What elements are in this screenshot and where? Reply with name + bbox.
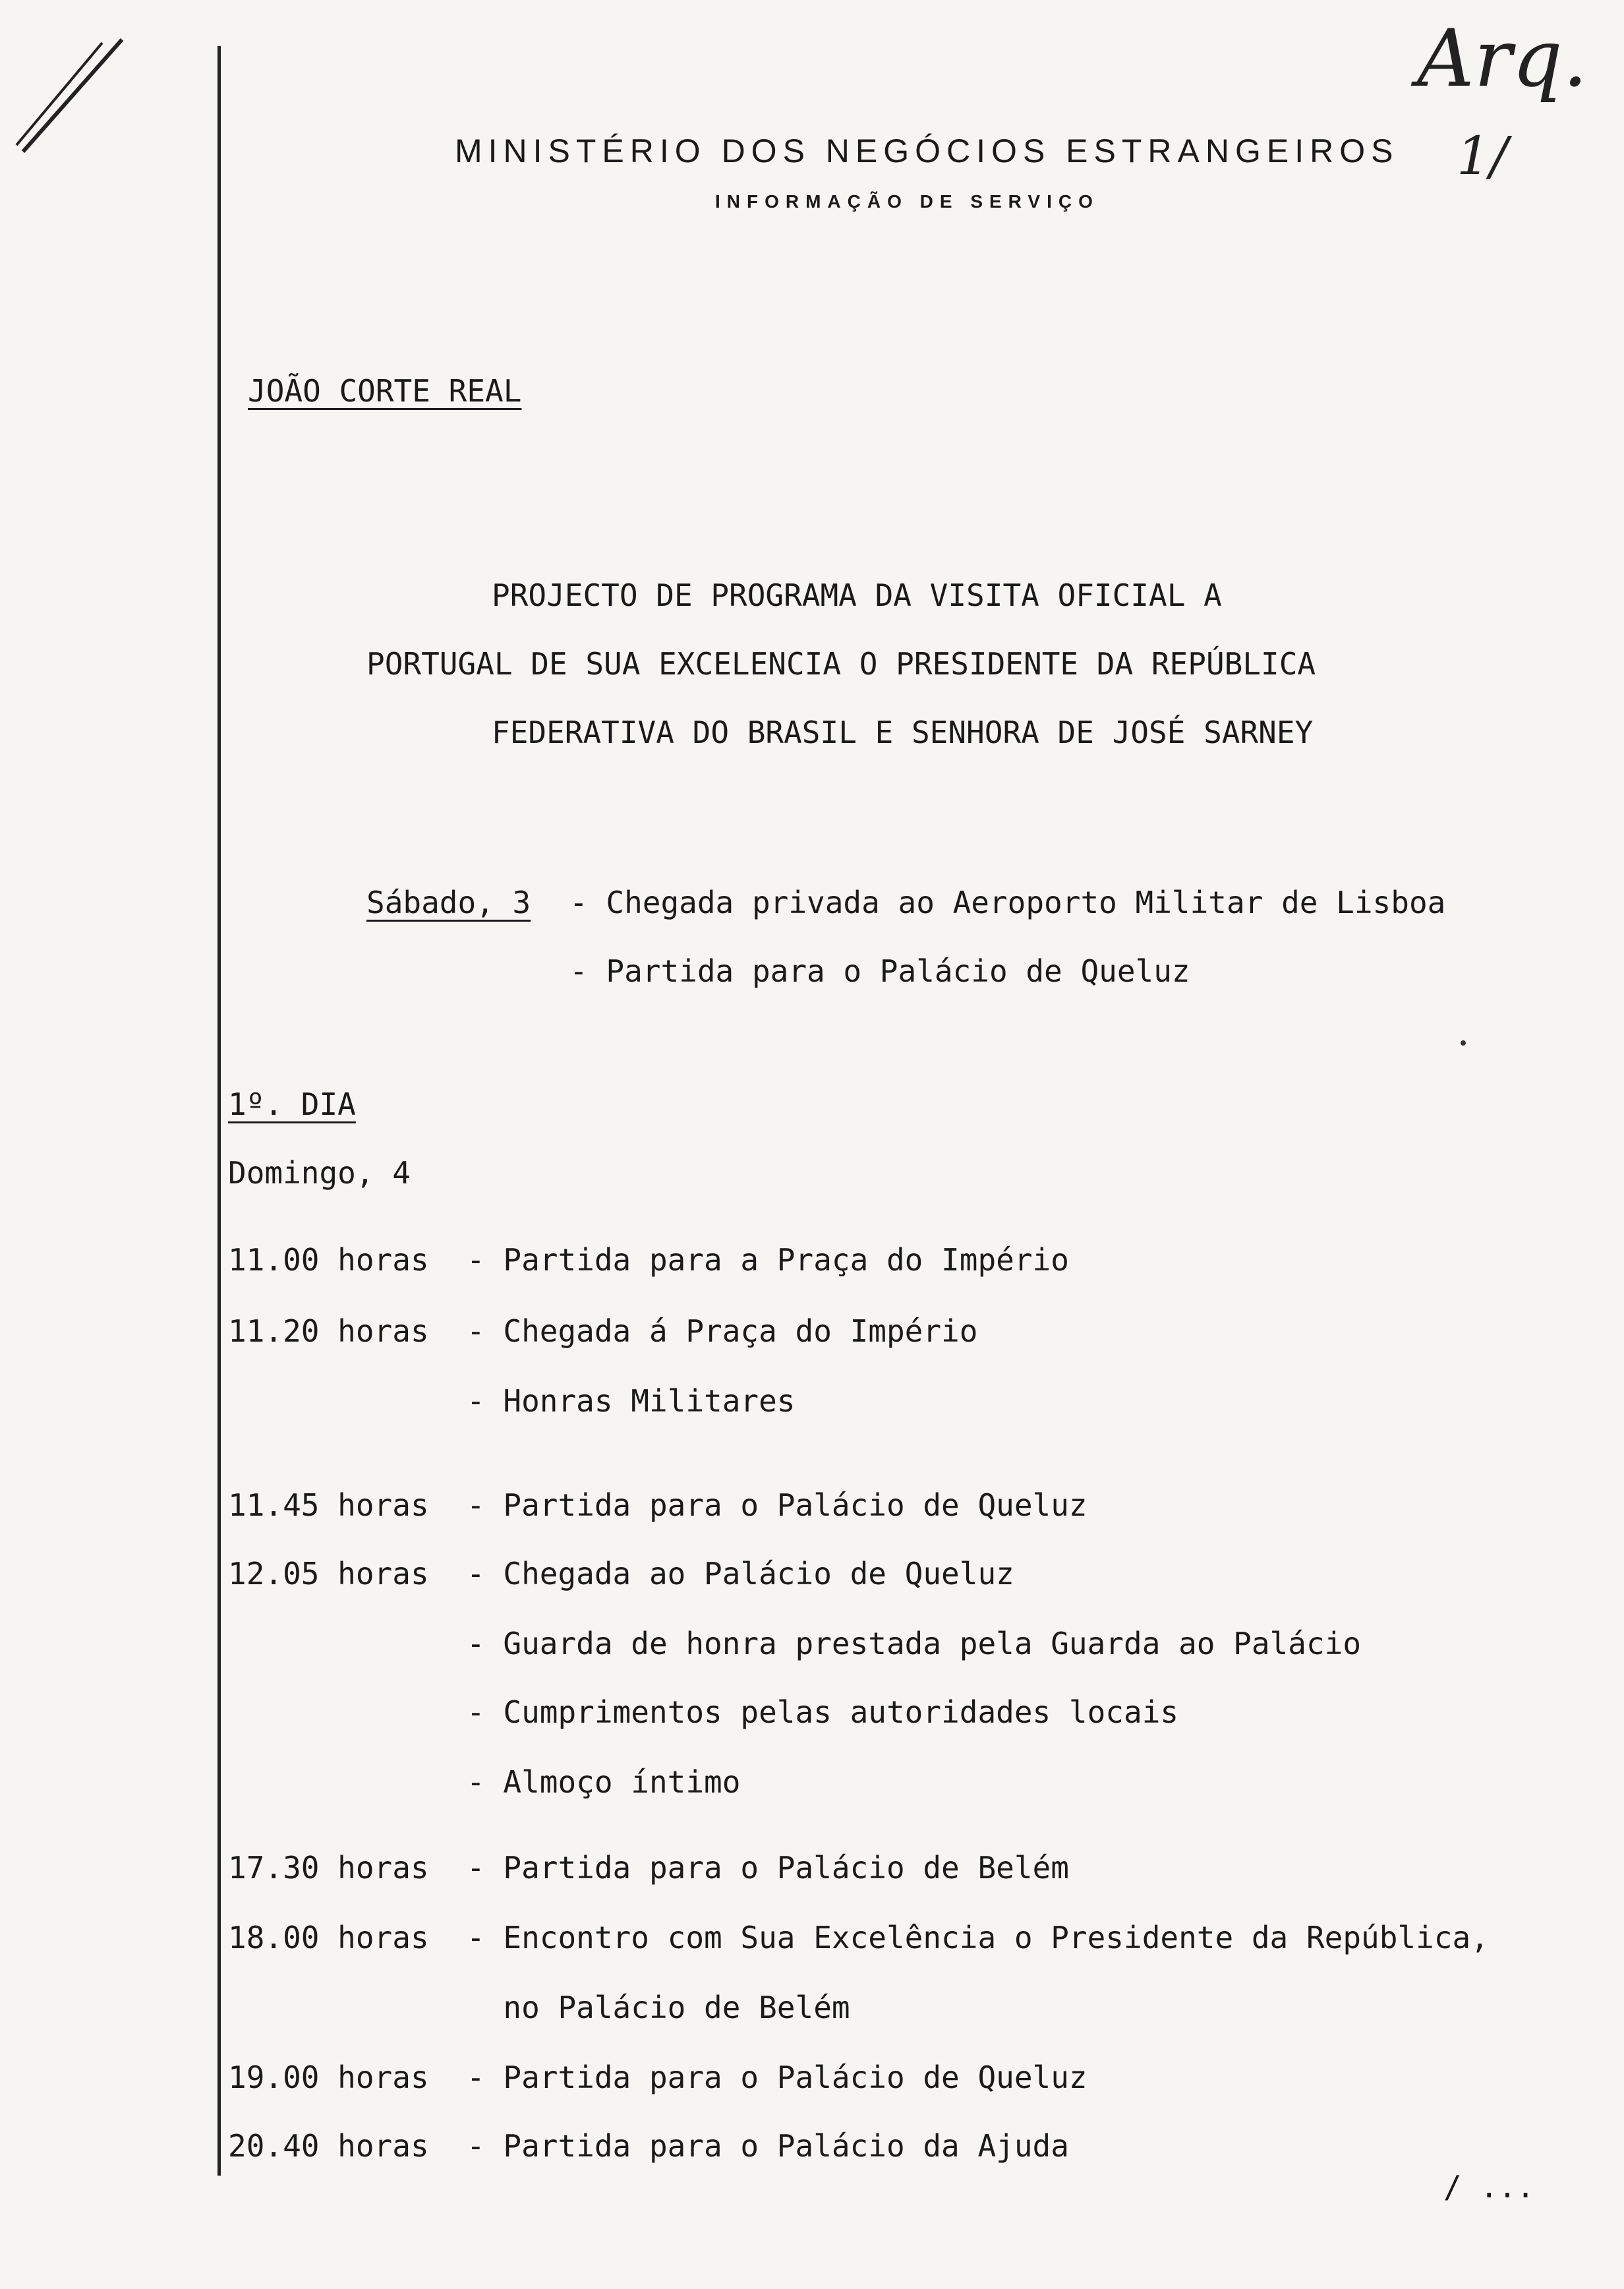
arrival-item: - Partida para o Palácio de Queluz [569, 953, 1190, 989]
page-number: 1/ [1457, 125, 1508, 187]
schedule-text: - Almoço íntimo [467, 1764, 741, 1800]
schedule-time: 19.00 horas [228, 2060, 429, 2095]
title-line-1: PROJECTO DE PROGRAMA DA VISITA OFICIAL A [492, 578, 1222, 613]
schedule-text: - Partida para o Palácio da Ajuda [467, 2128, 1069, 2164]
letterhead-ministry: MINISTÉRIO DOS NEGÓCIOS ESTRANGEIROS [455, 133, 1399, 169]
continuation-mark: / ... [1443, 2169, 1535, 2205]
schedule-text: - Chegada á Praça do Império [467, 1313, 978, 1349]
schedule-text: no Palácio de Belém [467, 1990, 850, 2025]
schedule-text: - Cumprimentos pelas autoridades locais [467, 1694, 1179, 1730]
schedule-time: 11.20 horas [228, 1313, 429, 1349]
schedule-text: - Guarda de honra prestada pela Guarda ao Palácio [467, 1626, 1362, 1661]
letterhead-subtitle: INFORMAÇÃO DE SERVIÇO [715, 191, 1099, 212]
arrival-day-label: Sábado, 3 [366, 885, 531, 920]
schedule-time: 11.00 horas [228, 1242, 429, 1278]
schedule-text: - Partida para o Palácio de Queluz [467, 2060, 1088, 2095]
title-line-3: FEDERATIVA DO BRASIL E SENHORA DE JOSÉ SARNEY [492, 715, 1314, 750]
schedule-time: 17.30 horas [228, 1850, 429, 1886]
handwritten-annotation: Arq. [1417, 13, 1588, 105]
author-name: JOÃO CORTE REAL [248, 373, 522, 409]
day-date: Domingo, 4 [228, 1155, 411, 1191]
day-heading: 1º. DIA [228, 1086, 356, 1122]
schedule-text: - Partida para o Palácio de Belém [467, 1850, 1069, 1886]
handwritten-slash-mark [3, 26, 135, 158]
schedule-time: 18.00 horas [228, 1920, 429, 1955]
schedule-text: - Chegada ao Palácio de Queluz [467, 1556, 1014, 1591]
title-line-2: PORTUGAL DE SUA EXCELENCIA O PRESIDENTE DA REPÚBLICA [366, 646, 1316, 682]
arrival-item: - Chegada privada ao Aeroporto Militar de Lisboa [569, 885, 1446, 920]
schedule-text: - Encontro com Sua Excelência o Presidente da República, [467, 1920, 1489, 1955]
stray-mark [1461, 1040, 1466, 1046]
schedule-time: 20.40 horas [228, 2128, 429, 2164]
schedule-text: - Partida para o Palácio de Queluz [467, 1487, 1088, 1523]
schedule-time: 12.05 horas [228, 1556, 429, 1591]
margin-line [218, 46, 221, 2176]
schedule-text: - Honras Militares [467, 1383, 796, 1419]
schedule-text: - Partida para a Praça do Império [467, 1242, 1069, 1278]
schedule-time: 11.45 horas [228, 1487, 429, 1523]
